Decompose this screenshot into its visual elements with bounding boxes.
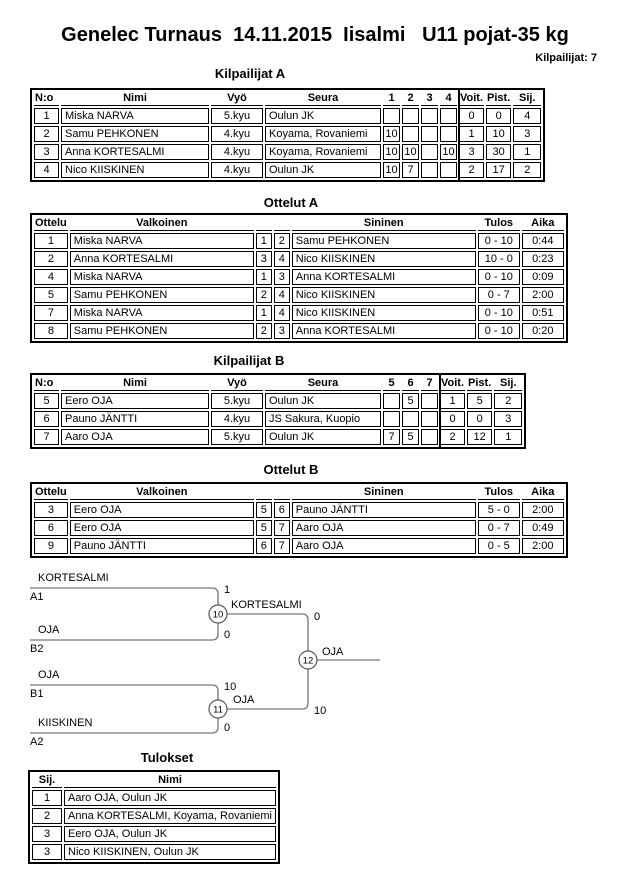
cell: 5: [256, 502, 272, 518]
table-row: [32, 790, 276, 806]
cell: Eero OJA: [61, 393, 209, 409]
cell: 5.kyu: [211, 108, 263, 124]
cell: 1: [34, 108, 59, 124]
cell: 1: [256, 233, 272, 249]
col-header: [274, 486, 290, 500]
cell: 0: [467, 411, 492, 427]
cell: 1: [494, 429, 522, 445]
cell: 30: [486, 144, 511, 160]
table-row: [32, 844, 276, 860]
cell: Nico KIISKINEN, Oulun JK: [64, 844, 276, 860]
cell: 2: [494, 393, 522, 409]
cell: Miska NARVA: [70, 305, 254, 321]
cell: 7: [34, 429, 59, 445]
col-header: [256, 217, 272, 231]
cell: 5.kyu: [211, 393, 263, 409]
cell: Aaro OJA: [292, 538, 476, 554]
cell: Aaro OJA, Oulun JK: [64, 790, 276, 806]
col-header: 2: [402, 92, 419, 106]
bracket-score: 1: [224, 584, 231, 596]
cell: Nico KIISKINEN: [61, 162, 209, 178]
cell: Oulun JK: [265, 108, 381, 124]
cell: 3: [32, 844, 62, 860]
cell: 1: [459, 126, 484, 142]
cell: 4: [274, 305, 290, 321]
cell: Samu PEHKONEN: [292, 233, 476, 249]
col-header: [256, 486, 272, 500]
cell: Oulun JK: [265, 162, 381, 178]
cell: 0 - 10: [478, 269, 520, 285]
col-header: Pist.: [468, 377, 492, 389]
cell: 5: [256, 520, 272, 536]
cell: [440, 108, 457, 124]
cell: [421, 144, 438, 160]
cell: 5 - 0: [478, 502, 520, 518]
cell: 10: [383, 162, 400, 178]
competitors-count: Kilpailijat: 7: [535, 52, 597, 64]
cell: 6: [34, 520, 68, 536]
header-row: [34, 486, 564, 500]
table-row: [32, 808, 276, 824]
cell: 0:49: [522, 520, 564, 536]
bracket-score: 0: [224, 722, 231, 734]
table-row: [34, 251, 564, 267]
bracket-line: [227, 614, 308, 651]
col-header: Sij.: [32, 774, 62, 788]
col-header: N:o: [34, 92, 59, 106]
table-row: [34, 126, 541, 142]
col-header: [274, 217, 290, 231]
cell: [440, 162, 457, 178]
cell: 0:51: [522, 305, 564, 321]
col-header: 5: [383, 377, 400, 391]
section-title-kilpailijat-a: Kilpailijat A: [214, 66, 286, 81]
cell: [383, 108, 400, 124]
cell: 1: [513, 144, 541, 160]
cell: 10: [440, 144, 457, 160]
col-header: Sij.: [494, 377, 522, 391]
cell: 10: [402, 144, 419, 160]
cell: [383, 393, 400, 409]
cell: Samu PEHKONEN: [70, 287, 254, 303]
cell: Miska NARVA: [70, 269, 254, 285]
col-header: Nimi: [61, 377, 209, 391]
cell: 0: [440, 411, 465, 427]
match-number: 11: [213, 704, 223, 716]
cell: 2: [274, 233, 290, 249]
bracket-diagram: [0, 560, 400, 755]
cell: 0 - 10: [478, 233, 520, 249]
cell: Anna KORTESALMI: [61, 144, 209, 160]
cell: 5: [402, 393, 419, 409]
header-row: [34, 377, 522, 391]
col-header: Seura: [265, 92, 381, 106]
cell: 0:09: [522, 269, 564, 285]
cell: Anna KORTESALMI: [292, 323, 476, 339]
cell: 2: [256, 323, 272, 339]
cell: 5: [34, 393, 59, 409]
cell: 10 - 0: [478, 251, 520, 267]
match-winner-label: KORTESALMI: [231, 599, 302, 611]
col-header: Nimi: [64, 774, 276, 788]
cell: 17: [486, 162, 511, 178]
cell: [421, 393, 438, 409]
cell: 5: [467, 393, 492, 409]
bracket-player-label: KORTESALMI: [38, 572, 109, 584]
bracket-seed-label: A1: [30, 591, 44, 603]
col-header: 4: [440, 92, 457, 106]
cell: Anna KORTESALMI: [70, 251, 254, 267]
cell: Pauno JÄNTTI: [61, 411, 209, 427]
cell: 5.kyu: [211, 429, 263, 445]
cell: 6: [34, 411, 59, 427]
cell: 3: [256, 251, 272, 267]
col-header: 7: [421, 377, 438, 391]
cell: 3: [494, 411, 522, 427]
table-row: [32, 826, 276, 842]
table-row: [34, 520, 564, 536]
cell: 0:20: [522, 323, 564, 339]
cell: 3: [513, 126, 541, 142]
cell: [421, 108, 438, 124]
match-winner-label: OJA: [233, 694, 255, 706]
cell: 4: [513, 108, 541, 124]
cell: 3: [34, 502, 68, 518]
cell: 2: [513, 162, 541, 178]
cell: Nico KIISKINEN: [292, 251, 476, 267]
cell: 2: [34, 251, 68, 267]
cell: 0 - 5: [478, 538, 520, 554]
col-header: Aika: [522, 217, 564, 231]
cell: Eero OJA, Oulun JK: [64, 826, 276, 842]
cell: Miska NARVA: [61, 108, 209, 124]
cell: 1: [440, 393, 465, 409]
cell: 7: [383, 429, 400, 445]
table-row: [34, 108, 541, 124]
kilpailijat-b-table: [30, 373, 526, 449]
cell: Samu PEHKONEN: [61, 126, 209, 142]
col-header: Voit.: [441, 377, 465, 389]
cell: 3: [32, 826, 62, 842]
cell: 6: [274, 502, 290, 518]
group-divider: [458, 88, 460, 182]
col-header: Sij.: [513, 92, 541, 106]
col-header: Pist.: [487, 92, 511, 104]
bracket-player-label: OJA: [38, 669, 60, 681]
col-header: Aika: [522, 486, 564, 500]
cell: Aaro OJA: [61, 429, 209, 445]
cell: Oulun JK: [265, 393, 381, 409]
cell: Koyama, Rovaniemi: [265, 144, 381, 160]
cell: 0 - 10: [478, 305, 520, 321]
col-header: 1: [383, 92, 400, 106]
col-header: Sininen: [292, 217, 476, 231]
section-title-tulokset: Tulokset: [140, 750, 194, 765]
col-header: 6: [402, 377, 419, 391]
cell: Miska NARVA: [70, 233, 254, 249]
cell: Koyama, Rovaniemi: [265, 126, 381, 142]
bracket-seed-label: B2: [30, 643, 44, 655]
cell: [440, 126, 457, 142]
cell: 3: [274, 269, 290, 285]
tulokset-table: [28, 770, 280, 864]
cell: Eero OJA: [70, 520, 254, 536]
cell: Nico KIISKINEN: [292, 305, 476, 321]
col-header: Ottelu: [35, 486, 67, 498]
cell: 2:00: [522, 538, 564, 554]
cell: 0: [486, 108, 511, 124]
cell: 2: [34, 126, 59, 142]
cell: 0:44: [522, 233, 564, 249]
cell: Pauno JÄNTTI: [292, 502, 476, 518]
cell: JS Sakura, Kuopio: [265, 411, 381, 427]
cell: 2: [32, 808, 62, 824]
cell: 0 - 7: [478, 287, 520, 303]
cell: 1: [32, 790, 62, 806]
match-number: 10: [212, 609, 224, 621]
cell: [402, 411, 419, 427]
cell: [402, 108, 419, 124]
col-header: Ottelu: [35, 217, 67, 229]
cell: 12: [467, 429, 492, 445]
table-row: [34, 287, 564, 303]
cell: 4: [34, 269, 68, 285]
section-title-ottelut-a: Ottelut A: [263, 195, 319, 210]
cell: 2:00: [522, 502, 564, 518]
cell: Eero OJA: [70, 502, 254, 518]
table-row: [34, 393, 522, 409]
kilpailijat-a-table: [30, 88, 545, 182]
ottelut-b-table: [30, 482, 568, 558]
bracket-player-label: KIISKINEN: [38, 717, 93, 729]
cell: 10: [486, 126, 511, 142]
col-header: Tulos: [478, 486, 520, 500]
match-number: 12: [302, 655, 314, 667]
cell: [421, 411, 438, 427]
cell: 8: [34, 323, 68, 339]
cell: 6: [256, 538, 272, 554]
cell: 9: [34, 538, 68, 554]
col-header: Valkoinen: [70, 217, 254, 231]
cell: 4: [274, 287, 290, 303]
cell: 5: [34, 287, 68, 303]
cell: 4.kyu: [211, 126, 263, 142]
cell: 3: [274, 323, 290, 339]
cell: 2: [256, 287, 272, 303]
table-row: [34, 144, 541, 160]
col-header: 3: [421, 92, 438, 106]
cell: 2:00: [522, 287, 564, 303]
cell: Anna KORTESALMI: [292, 269, 476, 285]
col-header: Tulos: [478, 217, 520, 231]
cell: Samu PEHKONEN: [70, 323, 254, 339]
bracket-score: 10: [314, 705, 327, 717]
cell: Anna KORTESALMI, Koyama, Rovaniemi: [64, 808, 276, 824]
cell: [383, 411, 400, 427]
cell: 4: [274, 251, 290, 267]
cell: 1: [34, 233, 68, 249]
cell: 0 - 7: [478, 520, 520, 536]
col-header: Sininen: [292, 486, 476, 500]
bracket-score: 0: [314, 611, 321, 623]
header-row: [32, 774, 276, 788]
cell: 0:23: [522, 251, 564, 267]
cell: Oulun JK: [265, 429, 381, 445]
table-row: [34, 323, 564, 339]
col-header: N:o: [34, 377, 59, 391]
cell: 4.kyu: [211, 411, 263, 427]
cell: 3: [459, 144, 484, 160]
section-title-ottelut-b: Ottelut B: [263, 462, 319, 477]
cell: [421, 429, 438, 445]
page-title: Genelec Turnaus 14.11.2015 Iisalmi U11 pojat-35 kg: [61, 24, 569, 46]
table-row: [34, 269, 564, 285]
table-row: [34, 538, 564, 554]
cell: [421, 162, 438, 178]
cell: 2: [440, 429, 465, 445]
section-title-kilpailijat-b: Kilpailijat B: [213, 353, 285, 368]
col-header: Nimi: [61, 92, 209, 106]
cell: Pauno JÄNTTI: [70, 538, 254, 554]
cell: 3: [34, 144, 59, 160]
cell: [402, 126, 419, 142]
bracket-seed-label: B1: [30, 688, 44, 700]
col-header: Voit.: [460, 92, 484, 104]
table-row: [34, 411, 522, 427]
match-winner-label: OJA: [322, 646, 344, 658]
cell: 1: [256, 305, 272, 321]
table-row: [34, 502, 564, 518]
cell: 0 - 10: [478, 323, 520, 339]
col-header: Valkoinen: [70, 486, 254, 500]
cell: 4.kyu: [211, 162, 263, 178]
group-divider: [439, 373, 441, 449]
cell: 7: [274, 520, 290, 536]
ottelut-a-table: [30, 213, 568, 343]
cell: [421, 126, 438, 142]
header-row: [34, 217, 564, 231]
cell: 7: [34, 305, 68, 321]
cell: 10: [383, 144, 400, 160]
table-row: [34, 305, 564, 321]
col-header: Vyö: [211, 92, 263, 106]
cell: 2: [459, 162, 484, 178]
header-row: [34, 92, 541, 106]
cell: 1: [256, 269, 272, 285]
bracket-score: 0: [224, 629, 231, 641]
cell: 7: [402, 162, 419, 178]
cell: Aaro OJA: [292, 520, 476, 536]
cell: 0: [459, 108, 484, 124]
bracket-player-label: OJA: [38, 624, 60, 636]
table-row: [34, 162, 541, 178]
col-header: Seura: [265, 377, 381, 391]
cell: Nico KIISKINEN: [292, 287, 476, 303]
table-row: [34, 429, 522, 445]
cell: 4.kyu: [211, 144, 263, 160]
cell: 10: [383, 126, 400, 142]
cell: 7: [274, 538, 290, 554]
cell: 4: [34, 162, 59, 178]
bracket-seed-label: A2: [30, 736, 44, 748]
bracket-score: 10: [224, 681, 237, 693]
cell: 5: [402, 429, 419, 445]
col-header: Vyö: [211, 377, 263, 391]
table-row: [34, 233, 564, 249]
